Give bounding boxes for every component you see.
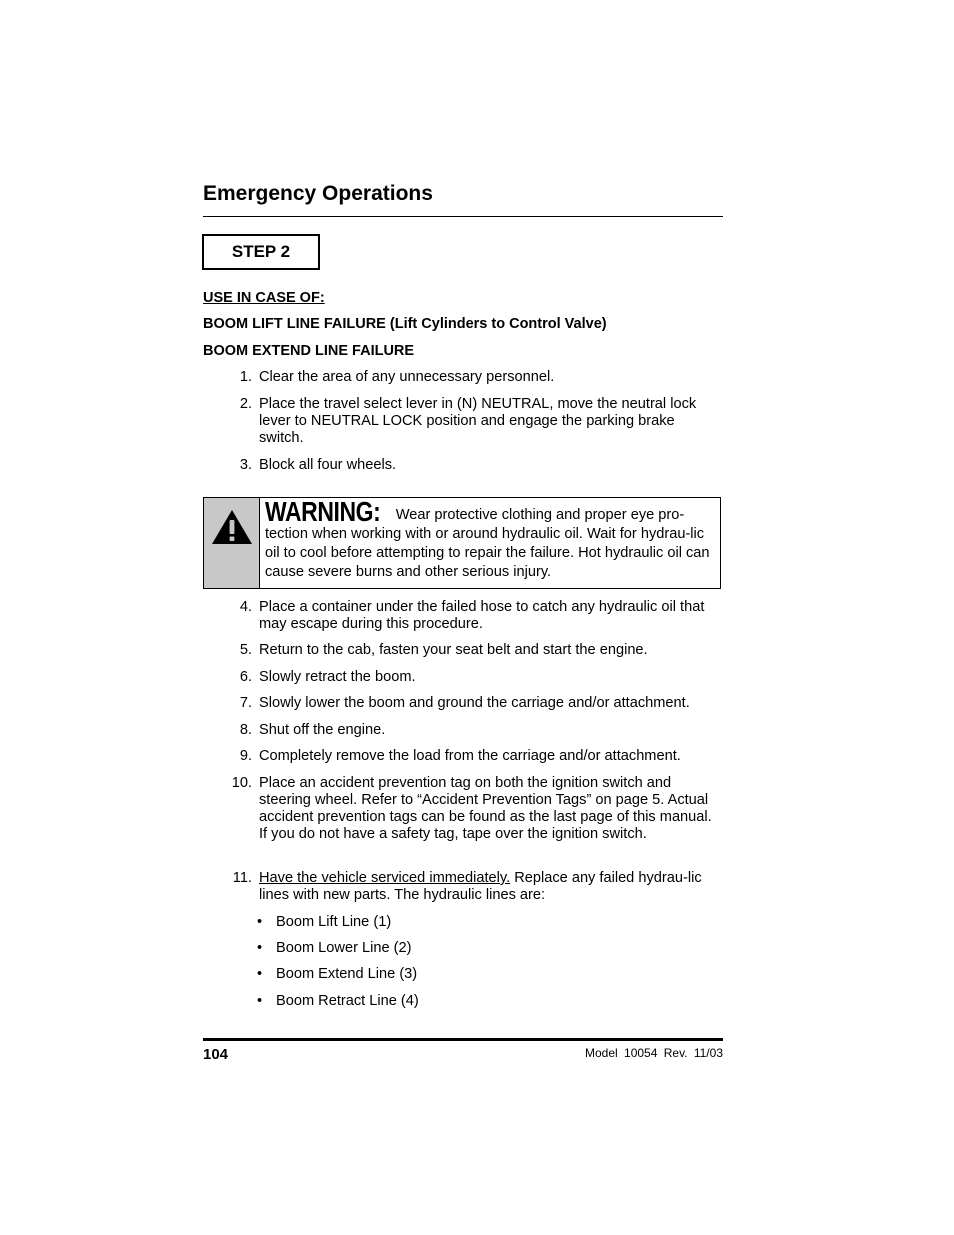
step-item [239,722,725,739]
warning-triangle-icon [211,509,253,545]
bullet-icon: • [257,914,263,930]
step-item [239,396,721,447]
step-number: 2. [239,396,252,412]
step-number: 8. [239,722,252,738]
step-item [239,599,725,633]
step-number: 5. [239,642,252,658]
step-item [232,870,721,904]
step-text: Return to the cab, fasten your seat belt and start the engine. [259,642,648,658]
title-rule [203,216,723,217]
hydraulic-line-item [257,914,392,931]
condition-heading-1: BOOM LIFT LINE FAILURE (Lift Cylinders to Control Valve) [203,316,607,332]
step-item [239,642,725,659]
warning-message: Wear protective clothing and proper eye pro-tection when working with or around hydraulic oil. Wait for hydrau-lic oil to cool before attempting to repair the failure. Hot hydraulic oil can cause severe burns and other serious injury. [265,507,710,580]
step-item [231,775,721,843]
hydraulic-line-text: Boom Lift Line (1) [276,914,392,930]
step-item [239,748,725,765]
step-text: Place an accident prevention tag on both the ignition switch and steering wheel. Refer to “Accident Prevention Tags” on page 5. Actual accident prevention tags can be found as the last page of this manual. If you do not have a safety tag, tape over the ignition switch. [259,775,712,842]
step-text: Place the travel select lever in (N) NEUTRAL, move the neutral lock lever to NEUTRAL LOCK position and engage the parking brake switch. [259,396,697,446]
step-text: Replace any failed hydrau-lic lines with new parts. The hydraulic lines are: [259,870,702,903]
bullet-icon: • [257,966,263,982]
step-number: 11. [232,870,252,886]
warning-box [203,497,721,589]
hydraulic-line-text: Boom Lower Line (2) [276,940,412,956]
step-number: 7. [239,695,252,711]
warning-label: WARNING: [265,496,381,527]
step-item [239,457,725,474]
hydraulic-line-text: Boom Retract Line (4) [276,993,419,1009]
step-label: STEP 2 [202,234,320,270]
step-item [239,695,725,712]
page-title: Emergency Operations [203,182,433,205]
hydraulic-line-item [257,966,418,983]
step-number: 6. [239,669,252,685]
page-number: 104 [203,1046,229,1063]
warning-sidebar [204,498,260,588]
bullet-icon: • [257,993,263,1009]
hydraulic-line-item [257,940,412,957]
step-emphasis: Have the vehicle serviced immediately. [259,870,511,886]
step-text: Place a container under the failed hose to catch any hydraulic oil that may escape during this procedure. [259,599,705,632]
step-text: Completely remove the load from the carriage and/or attachment. [259,748,681,764]
footer-rule [203,1038,723,1041]
step-number: 4. [239,599,252,615]
step-text: Block all four wheels. [259,457,397,473]
step-text: Clear the area of any unnecessary personnel. [259,369,555,385]
step-item [239,369,725,386]
step-number: 9. [239,748,252,764]
step-text: Slowly retract the boom. [259,669,416,685]
step-number: 10. [231,775,252,791]
use-in-case-of-heading: USE IN CASE OF: [203,290,325,306]
warning-text-block [265,496,719,582]
condition-heading-2: BOOM EXTEND LINE FAILURE [203,343,415,359]
step-number: 1. [239,369,252,385]
step-text: Slowly lower the boom and ground the carriage and/or attachment. [259,695,690,711]
hydraulic-line-item [257,993,419,1010]
hydraulic-line-text: Boom Extend Line (3) [276,966,418,982]
step-text: Shut off the engine. [259,722,386,738]
step-number: 3. [239,457,252,473]
bullet-icon: • [257,940,263,956]
step-item [239,669,725,686]
model-revision: Model 10054 Rev. 11/03 [585,1046,723,1060]
